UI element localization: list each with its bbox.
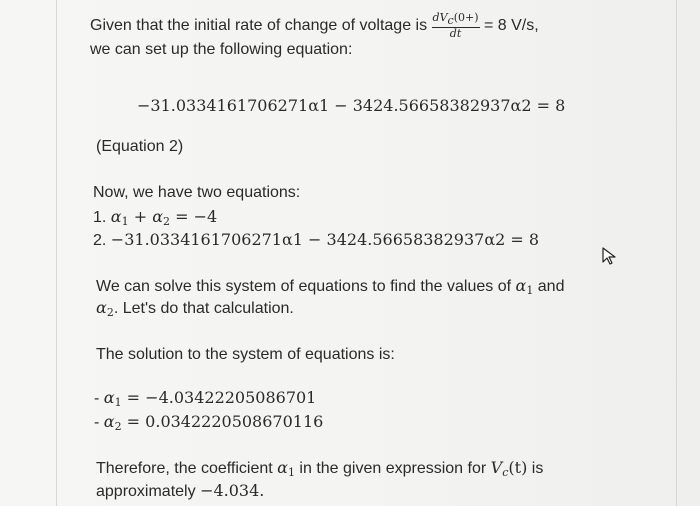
left-border [56, 0, 57, 506]
solution-item-1: - $\alpha_1 = -4.03422205086701$ [94, 388, 317, 409]
solve-line-2: $\alpha_2$. Let's do that calculation. [96, 298, 294, 319]
display-equation: −31.0334161706271α1 − 3424.56658382937α2 = 8 [137, 96, 566, 115]
equation-label: (Equation 2) [96, 138, 184, 155]
intro-line-1: Given that the initial rate of change of voltage is $\frac{\text{dVc(0+)}}{dt}$ = 8 V/s, [90, 11, 539, 40]
intro-line-2: we can set up the following equation: [90, 41, 353, 58]
now-text: Now, we have two equations: [93, 184, 301, 201]
therefore-line-1: Therefore, the coefficient $\alpha_1$ in the given expression for $V_c(t)$ is [96, 458, 544, 479]
equation-item-1: 1. $\alpha_1 + \alpha_2 = -4$ [93, 207, 218, 228]
solve-line-1: We can solve this system of equations to find the values of $\alpha_1$ and [96, 276, 565, 297]
right-border [676, 0, 677, 506]
equation-item-2: 2. −31.0334161706271α1 − 3424.56658382937α2 = 8 [93, 230, 540, 249]
therefore-line-2: approximately −4.034. [96, 481, 265, 500]
solution-item-2: - $\alpha_2 = 0.0342220508670116$ [94, 412, 324, 433]
mouse-pointer-icon [600, 246, 620, 266]
solution-intro: The solution to the system of equations is: [96, 346, 395, 363]
derivative-fraction: $\frac{\text{dVc(0+)}}{dt}$ [432, 11, 479, 40]
